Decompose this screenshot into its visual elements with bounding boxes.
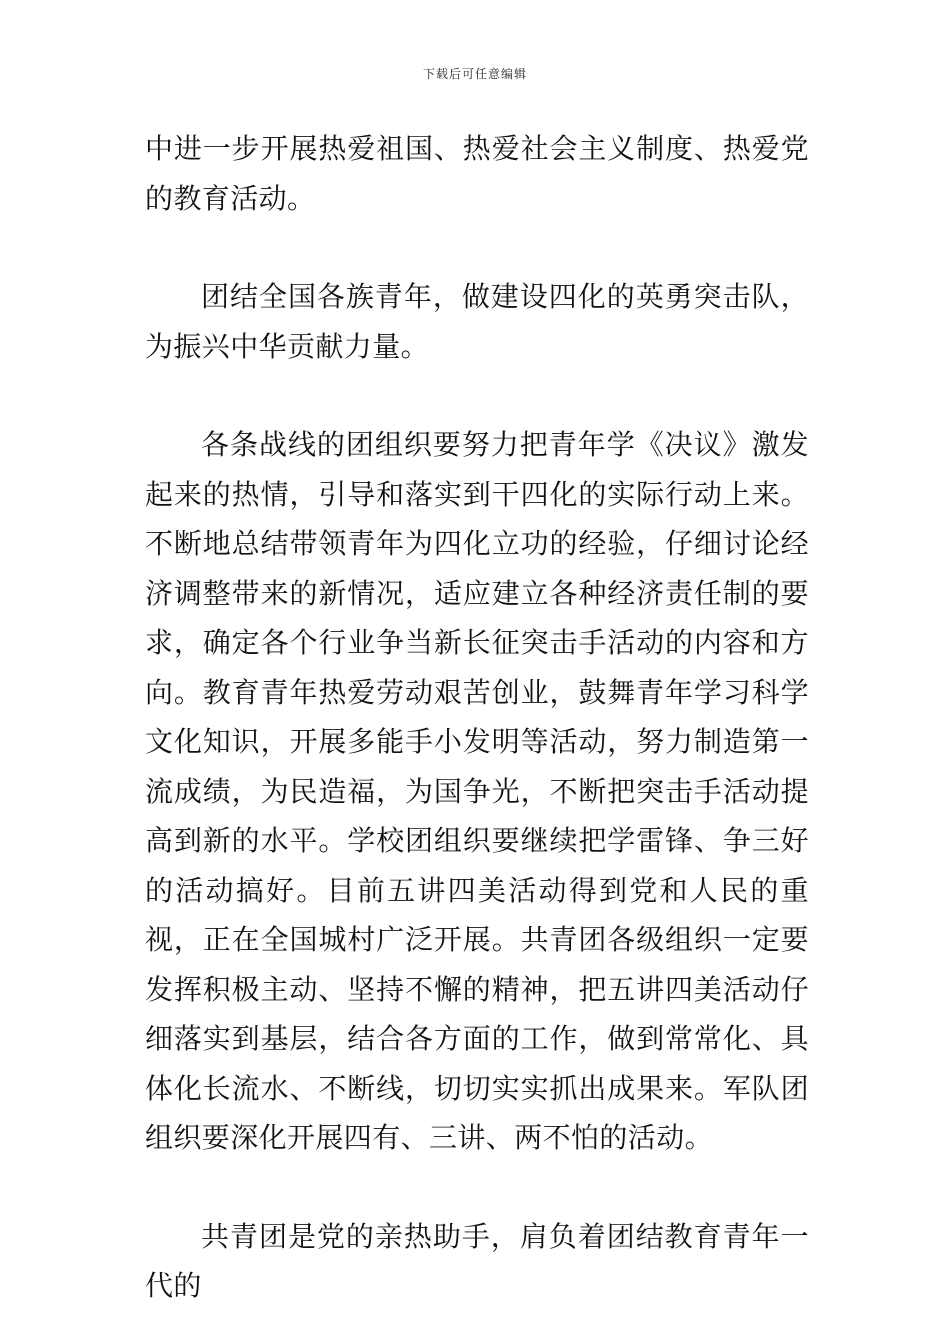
page-header-note: 下载后可任意编辑: [422, 67, 527, 81]
paragraph-continuation: 中进一步开展热爱祖国、热爱社会主义制度、热爱党的教育活动。: [145, 132, 809, 215]
document-body: [145, 124, 809, 1311]
paragraph-league-organizations: 各条战线的团组织要努力把青年学《决议》激发起来的热情，引导和落实到干四化的实际行动上来。不断地总结带领青年为四化立功的经验，仔细讨论经济调整带来的新情况，适应建立各种经济责任制的要求，确定各个行业争当新长征突击手活动的内容和方向。教育青年热爱劳动艰苦创业，鼓舞青年学习科学文化知识，开展多能手小发明等活动，努力制造第一流成绩，为民造福，为国争光，不断把突击手活动提高到新的水平。学校团组织要继续把学雷锋、争三好的活动搞好。目前五讲四美活动得到党和人民的重视，正在全国城村广泛开展。共青团各级组织一定要发挥积极主动、坚持不懈的精神，把五讲四美活动仔细落实到基层，结合各方面的工作，做到常常化、具体化长流水、不断线，切切实实抓出成果来。军队团组织要深化开展四有、三讲、两不怕的活动。: [145, 428, 809, 1154]
paragraph-spacer: [145, 223, 809, 272]
paragraph-spacer: [145, 1163, 809, 1212]
paragraph-unite-youth: 团结全国各族青年，做建设四化的英勇突击队，为振兴中华贡献力量。: [145, 280, 809, 363]
paragraph-youth-league-assistant: 共青团是党的亲热助手，肩负着团结教育青年一代的: [145, 1219, 809, 1302]
paragraph-spacer: [145, 371, 809, 420]
